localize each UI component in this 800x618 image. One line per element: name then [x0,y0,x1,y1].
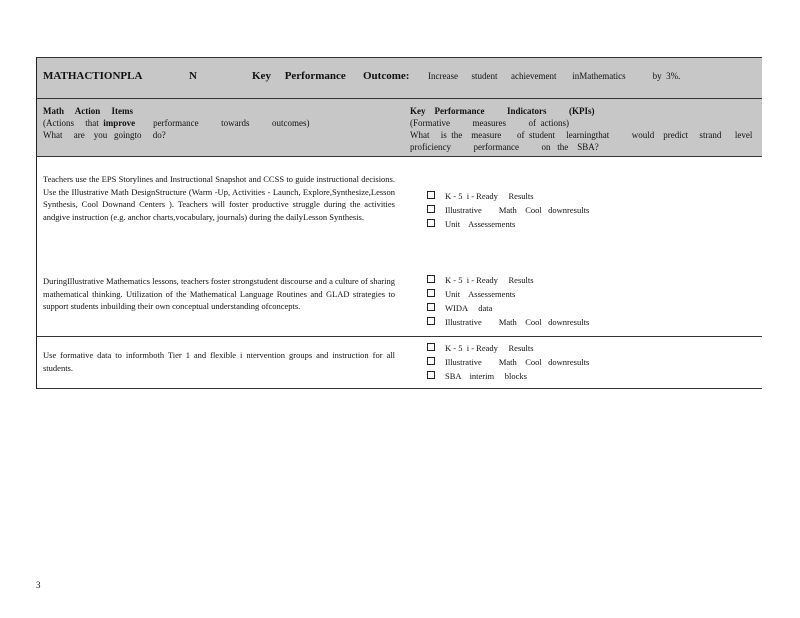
list-item [427,203,589,217]
action-items-subtitle-a: (Actions that [43,118,99,128]
action-items-subtitle [43,117,403,129]
action-items-question: What are you goingto do? [43,130,166,140]
list-item [427,287,589,301]
checkbox-icon [427,275,435,283]
outcome-label: Outcome: [363,70,410,82]
action-row-2 [36,337,762,389]
kpi-label: Unit Assessements [445,289,516,299]
action-row-1 [36,157,762,337]
checkbox-icon [427,357,435,365]
checkbox-icon [427,219,435,227]
kpi-label: SBA interim blocks [445,371,527,381]
action-items-subtitle-c: performance towards outcomes) [153,118,310,128]
column-header-row [36,99,762,157]
action-items-subtitle-bold: improve [103,118,136,128]
list-item [427,369,589,383]
plan-title-n: N [189,70,197,82]
action-items-title: Math Action Items [43,106,133,116]
list-item [427,341,589,355]
list-item [427,355,589,369]
kpi-label: Illustrative Math Cool downresults [445,317,590,327]
checkbox-icon [427,191,435,199]
checkbox-icon [427,303,435,311]
key-performance-label: Key Performance [252,70,346,82]
kpi-label: Illustrative Math Cool downresults [445,205,590,215]
plan-title-row [36,57,762,99]
kpi-list [427,189,589,231]
kpi-label: WIDA data [445,303,493,313]
kpi-list [427,341,589,383]
kpi-title: Key Performance Indicators (KPIs) [410,106,595,116]
kpi-label: K - 5 i - Ready Results [445,191,534,201]
list-item [427,189,589,203]
action-item-text: Use formative data to informboth Tier 1 and flexible i ntervention groups and instruction for all students. [43,350,395,373]
list-item [427,301,589,315]
kpi-list [427,273,589,329]
kpi-label: Illustrative Math Cool downresults [445,357,590,367]
checkbox-icon [427,289,435,297]
kpi-label: K - 5 i - Ready Results [445,343,534,353]
action-item-text: Teachers use the EPS Storylines and Instructional Snapshot and CCSS to guide instructional decisions. Use the Illustrative Math DesignStructure (Warm -Up, Activities - Launch, Explore,Synthesize,Lesson Synthesis, Cool Downand Centers ). Teachers will foster productive struggle during the activities andgive instruction (e.g. anchor charts,vocabulary, journals) during the dailyLesson Synthesis. [43,174,395,222]
checkbox-icon [427,371,435,379]
kpi-subtitle: (Formative measures of actions) [410,118,569,128]
kpi-question: What is the measure of student learningthat would predict strand level [410,130,753,140]
action-item-text: DuringIllustrative Mathematics lessons, teachers foster strongstudent discourse and a culture of sharing mathematical thinking. Utilization of the Mathematical Language Routines and GLAD strategies to support students inbuilding their own conceptual understanding ofconcepts. [43,276,395,311]
math-action-plan-table [36,57,762,389]
checkbox-icon [427,317,435,325]
outcome-text: Increase student achievement inMathematics by 3%. [428,71,681,81]
action-items-header [43,105,403,141]
kpi-question-cont: proficiency performance on the SBA? [410,142,599,152]
page-number: 3 [36,580,41,590]
kpi-label: Unit Assessements [445,219,516,229]
plan-title: MATHACTIONPLA [43,70,143,82]
list-item [427,273,589,287]
list-item [427,217,589,231]
checkbox-icon [427,205,435,213]
checkbox-icon [427,343,435,351]
kpi-label: K - 5 i - Ready Results [445,275,534,285]
kpi-header [410,105,760,153]
list-item [427,315,589,329]
